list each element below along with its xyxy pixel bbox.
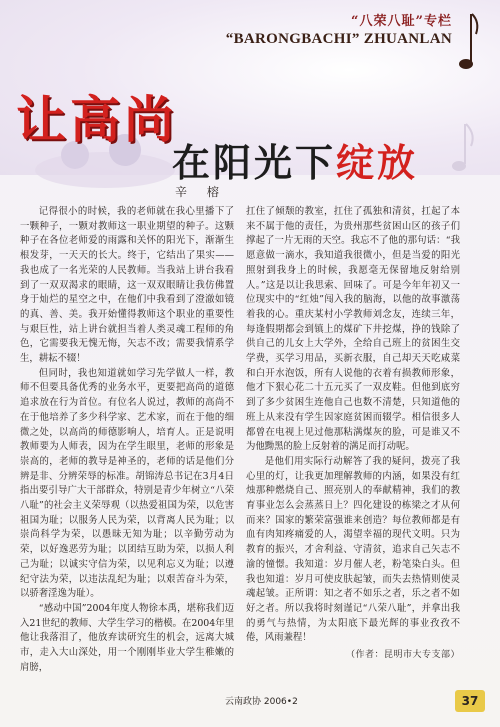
magazine-issue: 云南政协 2006•2 <box>225 697 298 707</box>
headline-line2-accent: 绽放 <box>336 141 419 185</box>
article-column-right <box>246 205 460 673</box>
headline-line2 <box>172 132 418 187</box>
paragraph: 扛住了倾颓的教室，扛住了孤独和清贫，扛起了本来不属于他的责任，为贵州那些贫困山区的孩子们撑起了一片无雨的天空。我忘不了他的那句话：“我愿意做一滴水，我知道我很微小，但是当爱的阳光照射到我身上的时候，我愿毫无保留地反射给别人。”这是以让我思索、回味了。可是今年年初又一位现实中的“红烛”闯入我的脑海，以他的故事激荡着我的心。重庆某村小学教师刘念友，连续三年，每逢假期都会到镇上的煤矿下井挖煤，挣的钱除了供自己的儿女上大学外，全给自己班上的贫困生交学费，买学习用品，买新衣服，自己却天天吃咸菜和白开水泡饭，所有人说他的衣着有损教师形象，他才下狠心花二十五元买了一双皮鞋。但他到底穷到了多少贫困生连他自己也数不清楚，只知道他的班上从来没有学生因家庭贫困而辍学。相信很多人都曾在电视上见过他那粘满煤灰的脸，可是谁又不为他黝黑的脸上反射着的满足而打动呢。 <box>246 206 460 453</box>
page-footer <box>0 690 500 727</box>
paragraph: 是他们用实际行动解答了我的疑问，拨亮了我心里的灯，让我更加理解教师的内涵，如果没有红烛那种燃烧自己、照亮别人的奉献精神，我们的教育事业怎么会蒸蒸日上？四化建设的栋梁之才从何而来？国家的繁荣富强谁来创造？每位教师都是有血有肉知疼痛爱的人，渴望幸福的现代文明。只为教育的振兴，才舍利益、守清贫，追求自己矢志不渝的憧憬。我知道：岁月催人老，粉笔染白头。但我也知道：岁月可使皮肤起皱，而失去热情则使灵魂起皱。正所谓：知之者不如乐之者，乐之者不如好之者。所以我将时刻谨记“八荣八耻”，并拿出我的勇气与热情，为太阳底下最光辉的事业孜孜不倦，风雨兼程！ <box>246 455 460 644</box>
headline-line2-prefix: 在阳光下 <box>172 141 337 185</box>
page-number: 37 <box>455 690 485 712</box>
column-title-en: “BARONGBACHI” ZHUANLAN <box>225 31 452 47</box>
column-header <box>226 10 452 48</box>
eighth-note-icon <box>444 120 480 180</box>
paragraph: “感动中国”2004年度人物徐本禹，堪称我们迈入21世纪的教师、大学生学习的楷模。在2004年里他让我落泪了，他放弃读研究生的机会，远离大城市，走入大山深处，用一个刚刚毕业大学生稚嫩的肩膀， <box>20 602 234 673</box>
article-body <box>20 205 460 673</box>
article-column-left <box>20 205 234 673</box>
author-affiliation: （作者：昆明市大专支部） <box>345 650 460 661</box>
headline-line1: 让高尚 <box>16 91 178 149</box>
music-note-icon <box>454 10 482 80</box>
author-byline: 辛 榕 <box>175 185 227 199</box>
column-title-cn: “八荣八耻”专栏 <box>351 14 452 29</box>
paragraph: 记得很小的时候，我的老师就在我心里播下了一颗种子，一颗对教师这一职业期望的种子。这颗种子在各位老师爱的雨露和关怀的阳光下，渐渐生根发芽，一天天的长大。终于，它结出了果实——我也成了一名光荣的人民教师。当我站上讲台我看到了一双双渴求的眼睛，这一双双眼睛让我仿佛置身于灿烂的星空之中，在他们中我看到了澄澈如镜的真、善、美。我开始懂得教师这个职业的重要性与艰巨性，站上讲台就担当着人类灵魂工程师的角色，它需要我无愧无悔，矢志不改；需要我情系学生，耕耘不辍！ <box>20 206 234 365</box>
paragraph: 但同时，我也知道就如学习先学做人一样，教师不但要具备优秀的业务水平，更要把高尚的道德追求放在行为首位。有位名人说过，教师的高尚不在于他培养了多少科学家、艺术家，而在于他的细微之处，以高尚的师德影响人，培育人。正是说明教师要为人师表，因为在学生眼里，老师的形象是崇高的，老师的教导是神圣的，老师的话是他们分辨是非、分辨荣辱的标准。胡锦涛总书记在3月4日指出要引导广大干部群众，特别是青少年树立“八荣八耻”的社会主义荣辱观（以热爱祖国为荣，以危害祖国为耻；以服务人民为荣，以背离人民为耻；以崇尚科学为荣，以愚昧无知为耻；以辛勤劳动为荣，以好逸恶劳为耻；以团结互助为荣，以损人利己为耻；以诚实守信为荣，以见利忘义为耻；以遵纪守法为荣，以违法乱纪为耻；以艰苦奋斗为荣，以骄奢淫逸为耻）。 <box>20 367 234 600</box>
